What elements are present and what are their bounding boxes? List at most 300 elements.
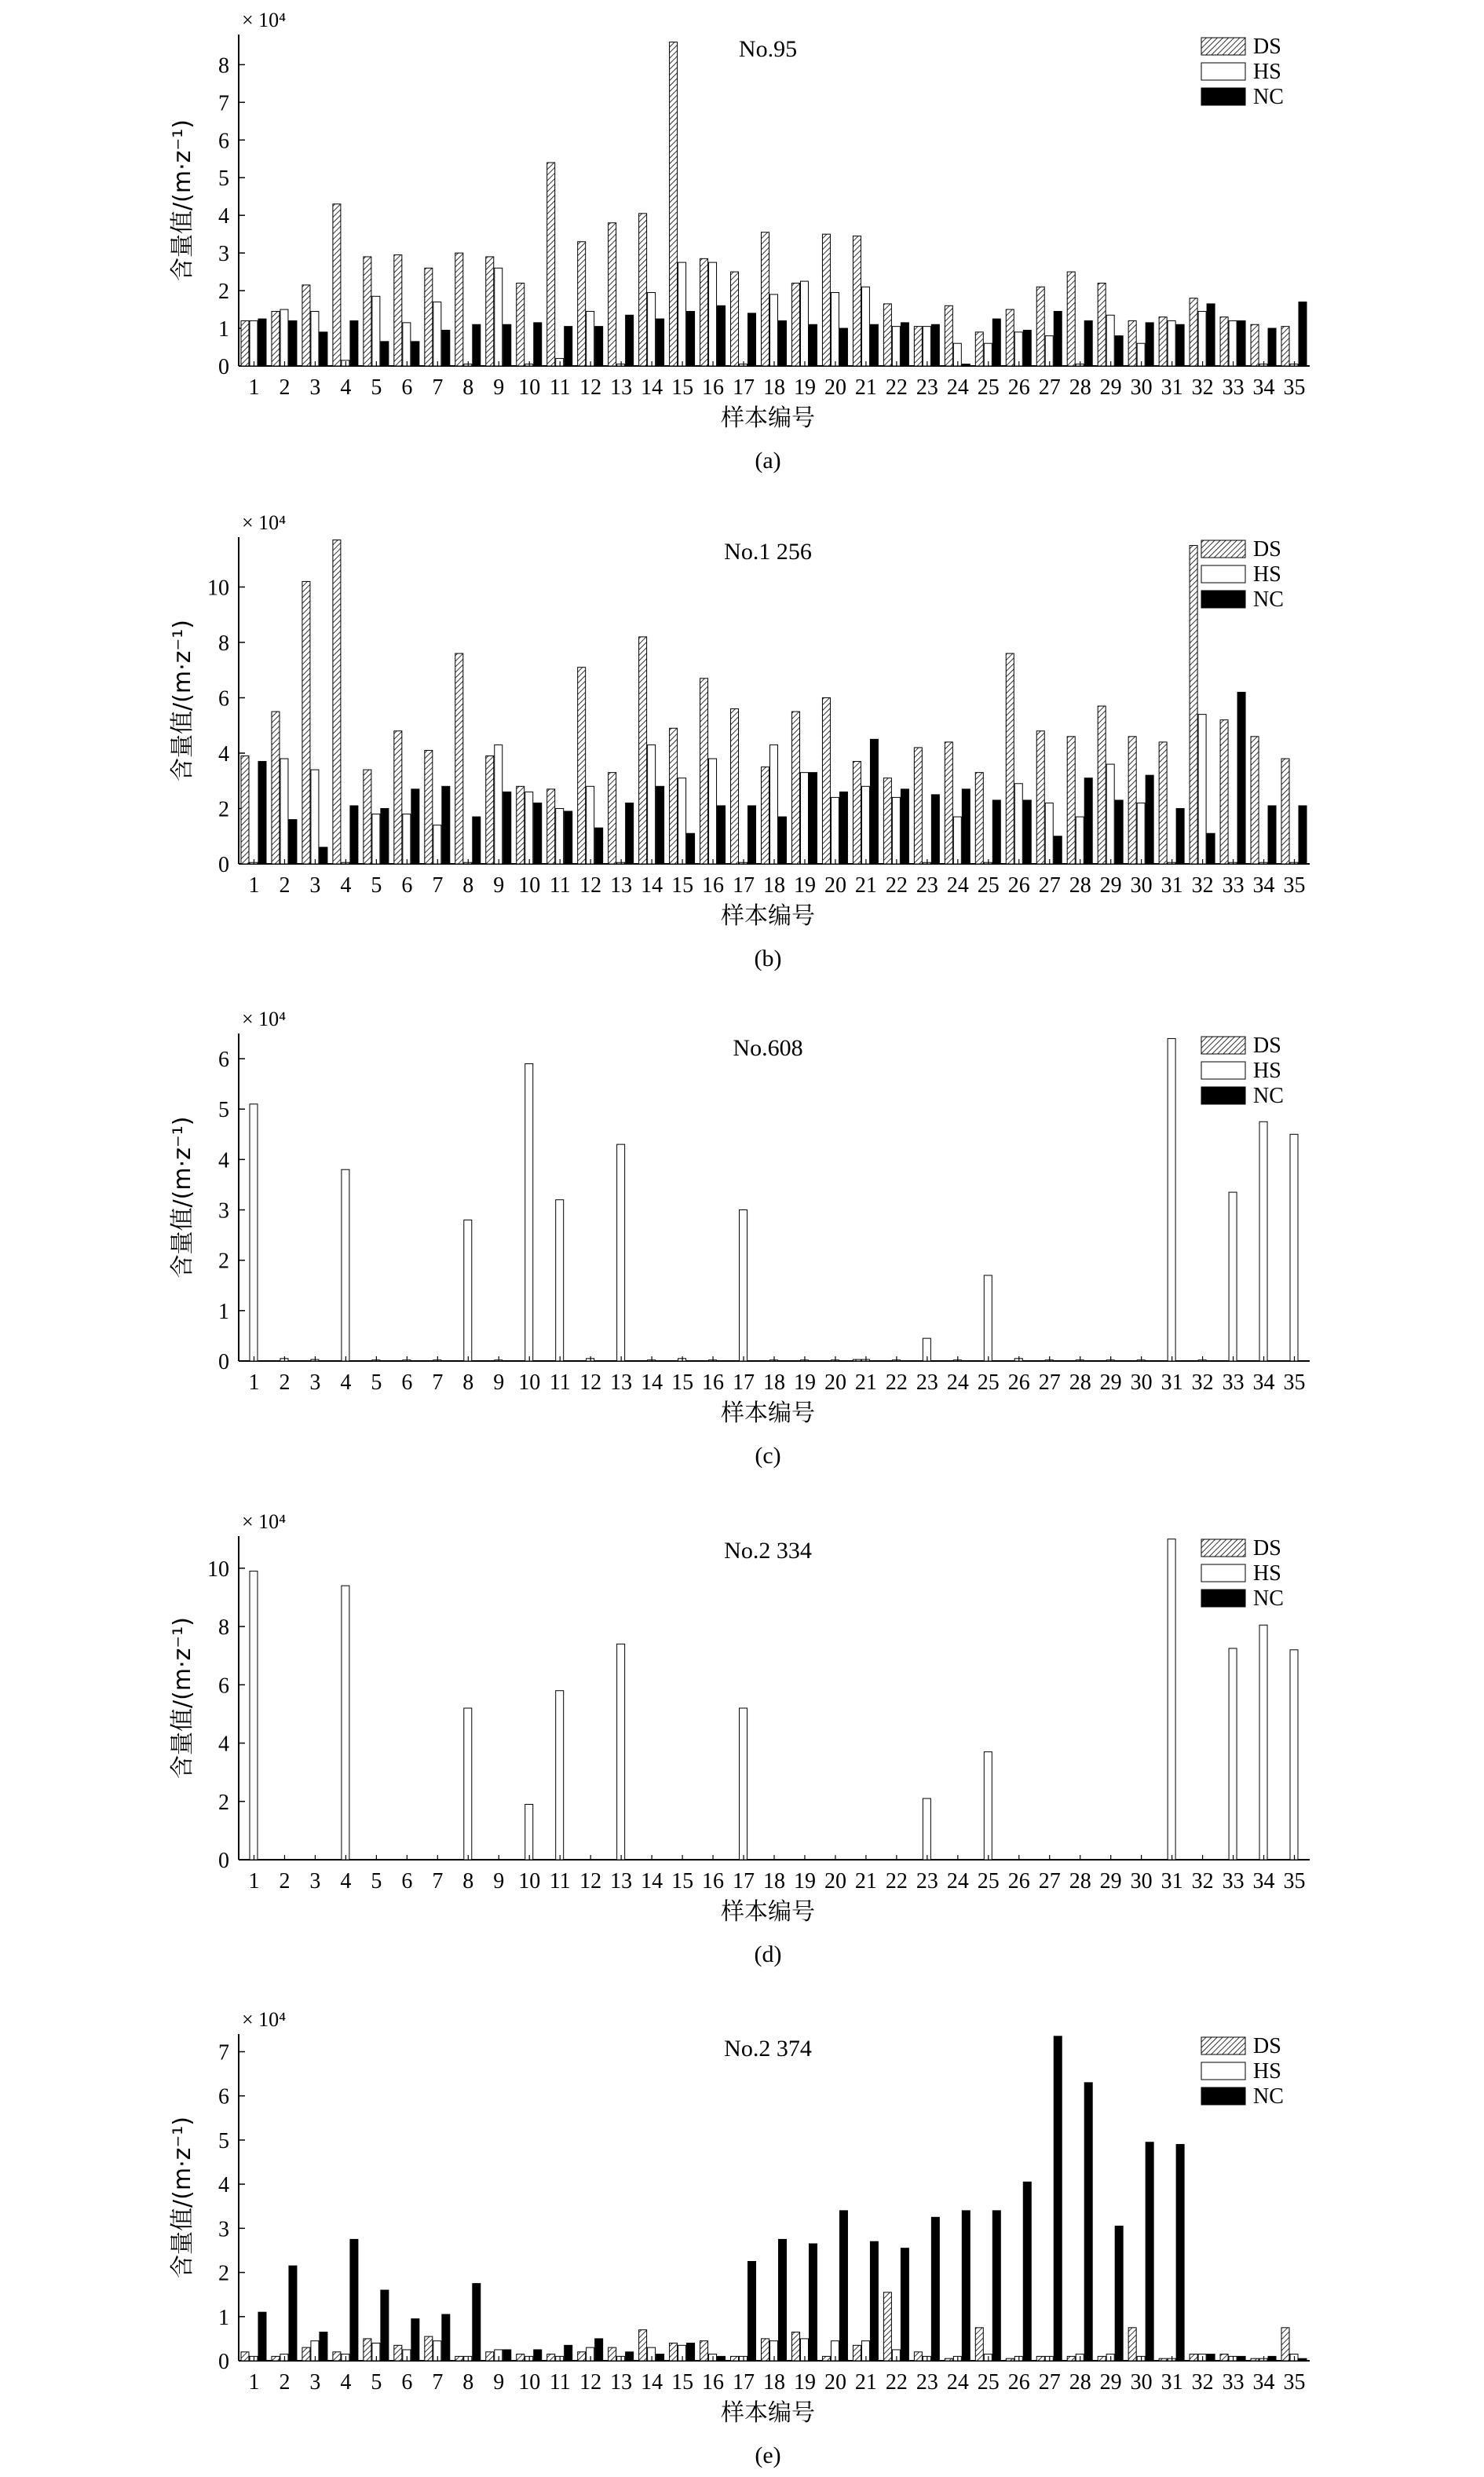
bar-ds-35 [1281, 759, 1289, 864]
bar-ds-33 [1220, 2354, 1228, 2361]
bar-ds-17 [731, 709, 739, 864]
bar-hs-10 [525, 792, 533, 864]
bar-hs-12 [587, 311, 594, 366]
bar-nc-13 [626, 803, 634, 864]
bar-hs-4 [342, 1586, 349, 1860]
x-tick-label: 27 [1038, 873, 1061, 898]
x-tick-label: 17 [733, 1370, 755, 1395]
bar-hs-28 [1076, 817, 1084, 864]
bar-hs-27 [1045, 803, 1053, 864]
bar-hs-13 [617, 1644, 625, 1860]
legend-swatch-hs [1201, 1564, 1245, 1582]
bar-nc-8 [473, 324, 481, 366]
x-tick-label: 9 [493, 1869, 505, 1893]
x-tick-label: 16 [702, 873, 725, 898]
x-tick-label: 13 [610, 375, 633, 400]
x-tick-label: 6 [401, 2370, 413, 2395]
x-tick-label: 24 [946, 1370, 969, 1395]
legend-swatch-ds [1201, 1539, 1245, 1557]
legend-label-nc: NC [1253, 1586, 1284, 1611]
x-tick-label: 4 [340, 375, 352, 400]
bar-nc-10 [534, 2350, 542, 2361]
chart-panel-c [169, 1008, 1310, 1469]
x-tick-label: 7 [432, 2370, 444, 2395]
bar-hs-26 [1014, 332, 1022, 366]
bar-ds-6 [394, 731, 402, 864]
x-tick-label: 3 [309, 873, 321, 898]
bar-nc-22 [901, 2248, 908, 2361]
bar-nc-22 [901, 323, 908, 366]
x-tick-label: 14 [641, 873, 663, 898]
bar-hs-34 [1259, 1625, 1267, 1860]
bar-ds-21 [853, 1359, 861, 1361]
y-axis-label: 含量值/(m·z⁻¹) [169, 620, 196, 781]
x-tick-label: 27 [1038, 1370, 1061, 1395]
bar-nc-28 [1084, 2083, 1092, 2361]
bar-hs-26 [1014, 784, 1022, 864]
x-tick-label: 11 [549, 2370, 571, 2395]
x-tick-label: 14 [641, 2370, 663, 2395]
bar-ds-30 [1128, 737, 1136, 864]
bar-ds-8 [455, 2356, 463, 2361]
bar-nc-30 [1146, 323, 1153, 366]
x-tick-label: 10 [518, 1370, 541, 1395]
bar-nc-13 [626, 315, 634, 366]
legend-swatch-ds [1201, 38, 1245, 55]
x-tick-label: 28 [1069, 1869, 1091, 1893]
bar-hs-18 [770, 745, 778, 864]
bar-hs-32 [1198, 715, 1206, 864]
x-tick-label: 13 [610, 873, 633, 898]
x-tick-label: 25 [977, 873, 1000, 898]
bar-ds-16 [700, 2341, 708, 2361]
bar-ds-20 [822, 2356, 830, 2361]
bar-nc-32 [1207, 304, 1215, 366]
y-multiplier-label: × 10⁴ [242, 511, 287, 534]
bar-nc-35 [1299, 806, 1307, 864]
x-tick-label: 13 [610, 2370, 633, 2395]
bar-ds-12 [578, 242, 586, 366]
x-tick-label: 12 [579, 375, 602, 400]
bar-ds-26 [1006, 2358, 1014, 2361]
bar-ds-20 [822, 697, 830, 864]
x-tick-label: 10 [518, 1869, 541, 1893]
x-tick-label: 35 [1283, 375, 1306, 400]
bar-hs-1 [250, 320, 258, 366]
bar-ds-15 [670, 728, 678, 864]
x-tick-label: 17 [733, 2370, 755, 2395]
bar-nc-18 [779, 320, 787, 366]
bar-nc-32 [1207, 2354, 1215, 2361]
bar-nc-21 [870, 324, 878, 366]
x-tick-label: 24 [946, 375, 969, 400]
x-tick-label: 21 [854, 873, 877, 898]
x-tick-label: 34 [1252, 873, 1275, 898]
x-tick-label: 33 [1222, 1370, 1245, 1395]
bar-ds-22 [883, 778, 891, 864]
bar-ds-9 [486, 756, 494, 864]
bar-ds-21 [853, 236, 861, 366]
bar-nc-26 [1023, 2182, 1031, 2361]
bar-nc-21 [870, 739, 878, 864]
x-tick-label: 3 [309, 375, 321, 400]
legend-label-hs: HS [1253, 1059, 1281, 1083]
x-tick-label: 20 [824, 2370, 846, 2395]
x-tick-label: 19 [793, 873, 816, 898]
bar-ds-3 [302, 2347, 310, 2361]
x-tick-label: 6 [401, 375, 413, 400]
x-tick-label: 4 [340, 1869, 352, 1893]
x-tick-label: 12 [579, 873, 602, 898]
chart-panel-d [169, 1510, 1310, 1967]
x-tick-label: 13 [610, 1869, 633, 1893]
bar-nc-12 [595, 2339, 603, 2361]
x-tick-label: 30 [1130, 1869, 1153, 1893]
bar-nc-29 [1115, 800, 1123, 864]
x-tick-label: 32 [1191, 873, 1214, 898]
bar-ds-16 [700, 679, 708, 864]
x-tick-label: 11 [549, 1370, 571, 1395]
bar-nc-4 [350, 2239, 358, 2361]
bar-nc-34 [1268, 806, 1276, 864]
bar-nc-6 [411, 2319, 419, 2361]
y-tick-label: 5 [218, 2128, 229, 2153]
bar-ds-12 [578, 668, 586, 864]
bar-nc-4 [350, 806, 358, 864]
bar-nc-33 [1237, 2356, 1245, 2361]
x-tick-label: 12 [579, 2370, 602, 2395]
bar-ds-15 [670, 2343, 678, 2361]
y-tick-label: 7 [218, 2040, 229, 2065]
y-tick-label: 8 [218, 1615, 229, 1641]
x-tick-label: 24 [946, 873, 969, 898]
bar-nc-8 [473, 817, 481, 864]
bar-ds-14 [639, 637, 647, 864]
x-tick-label: 14 [641, 1869, 663, 1893]
x-tick-label: 29 [1099, 1869, 1122, 1893]
y-tick-label: 1 [218, 1299, 229, 1324]
bar-nc-5 [381, 342, 389, 366]
x-tick-label: 27 [1038, 2370, 1061, 2395]
legend-swatch-hs [1201, 63, 1245, 80]
x-tick-label: 35 [1283, 873, 1306, 898]
bar-ds-4 [333, 204, 341, 366]
bar-nc-24 [962, 2211, 970, 2361]
bar-hs-11 [556, 1691, 564, 1860]
bar-nc-34 [1268, 2356, 1276, 2361]
y-tick-label: 4 [218, 1148, 229, 1173]
x-tick-label: 26 [1007, 2370, 1030, 2395]
y-tick-label: 4 [218, 1732, 229, 1757]
x-tick-label: 30 [1130, 375, 1153, 400]
y-multiplier-label: × 10⁴ [242, 2008, 287, 2031]
x-tick-label: 10 [518, 375, 541, 400]
x-tick-label: 30 [1130, 1370, 1153, 1395]
x-tick-label: 4 [340, 873, 352, 898]
x-tick-label: 20 [824, 1370, 846, 1395]
x-tick-label: 20 [824, 873, 846, 898]
x-tick-label: 11 [549, 873, 571, 898]
x-tick-label: 5 [371, 1869, 382, 1893]
bar-ds-22 [883, 304, 891, 366]
bar-nc-12 [595, 327, 603, 366]
bar-nc-20 [839, 2211, 847, 2361]
bar-ds-10 [517, 2354, 525, 2361]
bar-hs-21 [861, 786, 869, 864]
y-tick-label: 4 [218, 741, 229, 767]
bar-ds-28 [1067, 272, 1075, 366]
legend-swatch-hs [1201, 565, 1245, 583]
x-tick-label: 25 [977, 2370, 1000, 2395]
x-tick-label: 9 [493, 1370, 505, 1395]
bar-nc-9 [503, 324, 511, 366]
y-tick-label: 5 [218, 1098, 229, 1123]
bar-ds-8 [455, 253, 463, 366]
bar-ds-26 [1006, 653, 1014, 864]
x-tick-label: 17 [733, 873, 755, 898]
x-tick-label: 5 [371, 873, 382, 898]
bar-hs-22 [892, 797, 900, 864]
bar-ds-12 [578, 2352, 586, 2361]
bar-nc-5 [381, 808, 389, 864]
x-tick-label: 23 [916, 2370, 938, 2395]
bar-hs-31 [1168, 1038, 1175, 1361]
bar-ds-18 [762, 767, 769, 864]
x-tick-label: 10 [518, 2370, 541, 2395]
x-tick-label: 8 [462, 873, 474, 898]
x-tick-label: 23 [916, 1869, 938, 1893]
x-tick-label: 8 [462, 1370, 474, 1395]
x-tick-label: 8 [462, 1869, 474, 1893]
bar-nc-3 [320, 2332, 327, 2361]
y-tick-label: 5 [218, 166, 229, 192]
bar-nc-9 [503, 2350, 511, 2361]
x-tick-label: 29 [1099, 375, 1122, 400]
x-tick-label: 31 [1161, 873, 1183, 898]
x-tick-label: 35 [1283, 1370, 1306, 1395]
x-tick-label: 15 [671, 873, 694, 898]
bar-ds-28 [1067, 2356, 1075, 2361]
x-tick-label: 25 [977, 375, 1000, 400]
x-tick-label: 15 [671, 1370, 694, 1395]
bar-nc-2 [289, 2266, 297, 2361]
y-tick-label: 6 [218, 129, 229, 154]
bar-hs-3 [311, 770, 319, 864]
legend-swatch-ds [1201, 540, 1245, 558]
legend-swatch-nc [1201, 88, 1245, 105]
x-tick-label: 22 [885, 873, 908, 898]
legend-swatch-hs [1201, 1062, 1245, 1079]
x-tick-label: 1 [248, 1370, 260, 1395]
x-tick-label: 18 [763, 873, 785, 898]
y-tick-label: 0 [218, 853, 229, 877]
y-tick-label: 0 [218, 2350, 229, 2374]
x-axis-label: 样本编号 [721, 404, 815, 432]
bar-ds-25 [975, 2328, 983, 2361]
x-tick-label: 4 [340, 2370, 352, 2395]
x-tick-label: 25 [977, 1370, 1000, 1395]
bar-ds-9 [486, 257, 494, 366]
bar-hs-6 [403, 323, 411, 366]
bar-ds-14 [639, 214, 647, 366]
bar-nc-16 [718, 2356, 726, 2361]
bar-hs-35 [1290, 1650, 1298, 1860]
x-tick-label: 14 [641, 1370, 663, 1395]
bar-nc-31 [1176, 324, 1184, 366]
x-tick-label: 35 [1283, 1869, 1306, 1893]
bar-ds-20 [822, 234, 830, 366]
x-tick-label: 14 [641, 375, 663, 400]
bar-ds-4 [333, 540, 341, 864]
bar-hs-7 [433, 825, 441, 864]
bar-ds-23 [914, 2352, 922, 2361]
bar-hs-10 [525, 1804, 533, 1860]
x-tick-label: 20 [824, 375, 846, 400]
x-tick-label: 10 [518, 873, 541, 898]
bar-ds-34 [1251, 324, 1259, 366]
x-tick-label: 16 [702, 1370, 725, 1395]
x-tick-label: 26 [1007, 873, 1030, 898]
x-tick-label: 32 [1191, 375, 1214, 400]
x-tick-label: 23 [916, 873, 938, 898]
bar-ds-26 [1006, 309, 1014, 366]
y-tick-label: 4 [218, 204, 229, 229]
bar-nc-15 [687, 833, 695, 864]
x-tick-label: 30 [1130, 2370, 1153, 2395]
bar-nc-26 [1023, 800, 1031, 864]
panels-container [169, 9, 1310, 2468]
chart-panel-b [169, 511, 1310, 971]
x-tick-label: 16 [702, 375, 725, 400]
bar-ds-2 [272, 712, 280, 864]
y-tick-label: 10 [207, 576, 229, 601]
bar-hs-12 [587, 786, 594, 864]
x-tick-label: 2 [279, 375, 291, 400]
x-tick-label: 21 [854, 2370, 877, 2395]
bar-hs-14 [648, 745, 656, 864]
y-tick-label: 6 [218, 1048, 229, 1073]
y-tick-label: 0 [218, 1849, 229, 1873]
bar-ds-5 [364, 770, 371, 864]
x-tick-label: 2 [279, 2370, 291, 2395]
bar-ds-32 [1190, 298, 1197, 366]
bar-ds-11 [547, 2354, 555, 2361]
bar-hs-2 [280, 309, 288, 366]
x-tick-label: 2 [279, 1869, 291, 1893]
x-tick-label: 34 [1252, 1370, 1275, 1395]
x-tick-label: 1 [248, 1869, 260, 1893]
bar-ds-21 [853, 762, 861, 864]
bar-nc-19 [809, 773, 817, 864]
x-axis-label: 样本编号 [721, 2399, 815, 2427]
bar-hs-15 [678, 778, 686, 864]
bar-nc-6 [411, 789, 419, 864]
x-tick-label: 1 [248, 375, 260, 400]
bar-nc-35 [1299, 302, 1307, 366]
bar-nc-23 [931, 324, 939, 366]
bar-hs-31 [1168, 1539, 1175, 1860]
bar-ds-29 [1098, 2356, 1106, 2361]
y-tick-label: 8 [218, 631, 229, 656]
bar-ds-6 [394, 255, 402, 366]
bar-ds-30 [1128, 2328, 1136, 2361]
x-tick-label: 31 [1161, 2370, 1183, 2395]
bar-ds-18 [762, 232, 769, 366]
x-tick-label: 17 [733, 1869, 755, 1893]
bar-ds-5 [364, 257, 371, 366]
x-tick-label: 23 [916, 375, 938, 400]
panel-label: (e) [755, 2442, 781, 2468]
x-tick-label: 32 [1191, 1370, 1214, 1395]
x-tick-label: 1 [248, 2370, 260, 2395]
bar-hs-6 [403, 814, 411, 864]
y-tick-label: 6 [218, 686, 229, 712]
bar-hs-11 [556, 1200, 564, 1361]
bar-hs-1 [250, 1571, 258, 1860]
x-tick-label: 28 [1069, 1370, 1091, 1395]
bar-hs-29 [1106, 764, 1114, 864]
legend-label-nc: NC [1253, 1084, 1284, 1108]
bar-nc-3 [320, 332, 327, 366]
x-tick-label: 7 [432, 873, 444, 898]
bar-nc-16 [718, 306, 726, 366]
legend-swatch-ds [1201, 2037, 1245, 2054]
legend [1201, 537, 1284, 612]
y-tick-label: 8 [218, 53, 229, 79]
bar-ds-16 [700, 258, 708, 366]
x-tick-label: 34 [1252, 375, 1275, 400]
x-tick-label: 6 [401, 1370, 413, 1395]
bar-ds-11 [547, 789, 555, 864]
panel-label: (a) [755, 448, 781, 474]
bar-ds-32 [1190, 546, 1197, 864]
bar-nc-4 [350, 320, 358, 366]
x-tick-label: 33 [1222, 873, 1245, 898]
bar-nc-17 [748, 2262, 756, 2361]
bar-hs-16 [709, 759, 717, 864]
x-tick-label: 20 [824, 1869, 846, 1893]
bar-ds-23 [914, 327, 922, 366]
legend [1201, 2034, 1284, 2109]
chart-panel-e [169, 2008, 1310, 2468]
bar-ds-31 [1159, 2358, 1167, 2361]
bar-nc-13 [626, 2352, 634, 2361]
x-tick-label: 3 [309, 2370, 321, 2395]
legend [1201, 1536, 1284, 1611]
bar-nc-33 [1237, 692, 1245, 864]
y-tick-label: 10 [207, 1557, 229, 1582]
bar-nc-5 [381, 2290, 389, 2361]
bar-hs-11 [556, 808, 564, 864]
panel-label: (c) [755, 1443, 781, 1469]
bar-nc-8 [473, 2284, 481, 2361]
bar-hs-35 [1290, 1134, 1298, 1361]
legend-label-nc: NC [1253, 587, 1284, 612]
bar-nc-25 [992, 319, 1000, 366]
bar-ds-28 [1067, 737, 1075, 864]
x-tick-label: 31 [1161, 1869, 1183, 1893]
bar-hs-4 [342, 1169, 349, 1361]
bar-nc-30 [1146, 775, 1153, 864]
chart-panel-a [169, 9, 1310, 474]
bar-hs-9 [495, 268, 503, 366]
y-tick-label: 3 [218, 242, 229, 267]
panel-label: (b) [754, 946, 782, 971]
y-axis-label: 含量值/(m·z⁻¹) [169, 1116, 196, 1279]
x-tick-label: 34 [1252, 1869, 1275, 1893]
bar-ds-22 [883, 2292, 891, 2361]
bar-nc-14 [656, 786, 664, 864]
